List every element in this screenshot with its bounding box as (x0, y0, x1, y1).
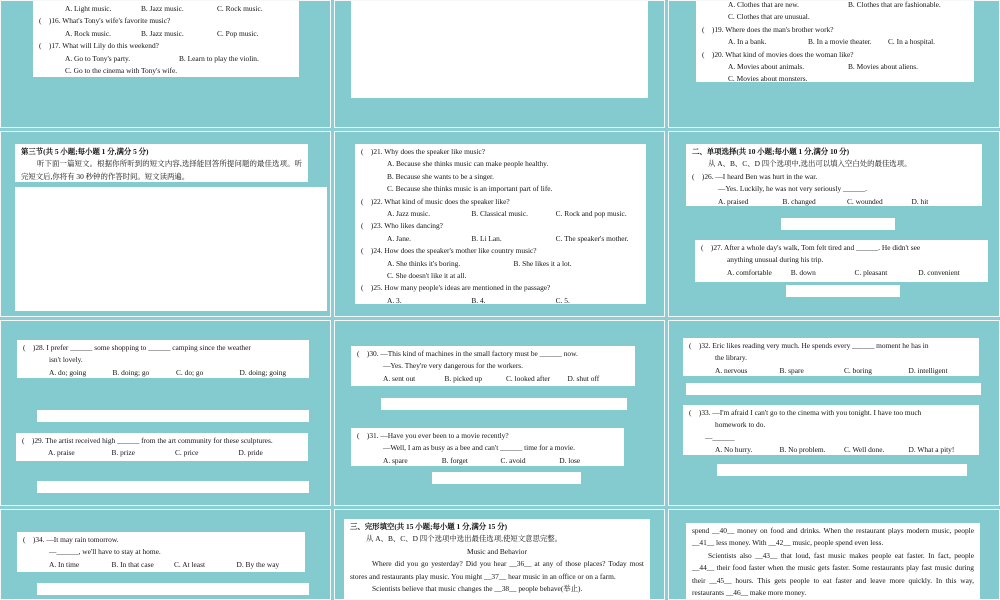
passage-paragraph-3: spend __40__ money on food and drinks. When the restaurant plays modern music, people __41__ less money. With __42__ music, people spend even less. (692, 526, 974, 548)
question-card-29 (16, 433, 308, 461)
question-card-28 (17, 340, 309, 378)
section3-heading: 第三节(共 5 小题;每小题 1 分,满分 5 分) (21, 147, 149, 156)
answer-blank-34 (37, 583, 309, 595)
q34-options: A. In time B. In that case C. At least D. By the way (49, 559, 280, 569)
q29-options: A. praise B. prize C. price D. pride (48, 448, 263, 458)
section2-intro: 从 A、B、C、D 四个选项中,选出可以填入空白处的最佳选项。 (708, 159, 912, 169)
answer-blank-27 (786, 285, 900, 297)
question-card-19-20 (696, 1, 974, 82)
question-card-30 (351, 346, 635, 386)
q24-option-c: C. She doesn't like it at all. (387, 271, 467, 281)
answer-blank-28 (37, 410, 309, 422)
q24-options-ab: A. She thinks it's boring. B. She likes it a lot. (387, 258, 572, 268)
q26-answer-line: —Yes. Luckily, he was not very seriously ______. (718, 184, 868, 194)
slide-listening-16-17 (0, 0, 331, 128)
blank-card (351, 1, 648, 98)
section3-cloze-heading: 三、完形填空(共 15 小题;每小题 1 分,满分 15 分) (350, 522, 508, 531)
question-34: ( )34. —It may rain tomorrow. (23, 535, 119, 544)
answer-blank-31 (432, 472, 581, 484)
question-20: ( )20. What kind of movies does the woman like? (702, 49, 854, 59)
question-33: ( )33. —I'm afraid I can't go to the cinema with you tonight. I have too much (689, 408, 922, 417)
question-28: ( )28. I prefer ______ some shopping to ______ camping since the weather (23, 343, 251, 352)
q20-option-c: C. Movies about monsters. (728, 74, 808, 82)
section3-instructions (15, 144, 308, 182)
q21-option-a: A. Because she thinks music can make people healthy. (387, 159, 549, 169)
question-22: ( )22. What kind of music does the speaker like? (361, 196, 510, 206)
answer-blank-29 (37, 481, 309, 493)
answer-blank-33 (717, 464, 967, 476)
slide-section3-intro (0, 131, 331, 317)
q18-options-ab: A. Clothes that are new. B. Clothes that are fashionable. (728, 1, 941, 9)
q31-answer-line: —Well, I am as busy as a bee and can't ______ time for a movie. (383, 443, 576, 453)
cloze-intro: 从 A、B、C、D 四个选项中选出最佳选项,使短文意思完整。 (366, 534, 563, 544)
slide-choice-34 (0, 509, 331, 600)
q27-continuation: anything unusual during his trip. (727, 255, 824, 265)
q17-options-ab: A. Go to Tony's party. B. Learn to play the violin. (65, 53, 259, 63)
slide-cloze-intro (334, 509, 665, 600)
answer-blank-30 (381, 398, 627, 410)
q32-options: A. nervous B. spare C. boring D. intelligent (715, 365, 948, 375)
question-30: ( )30. —This kind of machines in the small factory must be ______ now. (357, 349, 578, 358)
passage-paragraph-2: Scientists believe that music changes the __38__ people behave(举止). (372, 584, 583, 594)
q33-continuation: homework to do. (715, 420, 766, 430)
q34-answer-line: —______, we'll have to stay at home. (49, 547, 161, 557)
slide-listening-19-20 (668, 0, 1000, 128)
q21-option-c: C. Because she thinks music is an important part of life. (387, 184, 553, 194)
q25-options: A. 3. B. 4. C. 5. (387, 295, 570, 304)
q16-options: A. Rock music. B. Jazz music. C. Pop music. (65, 28, 259, 38)
question-23: ( )23. Who likes dancing? (361, 221, 443, 231)
slide-blank-1 (334, 0, 665, 128)
q19-options: A. In a bank. B. In a movie theater. C. In a hospital. (728, 37, 936, 47)
question-card-32 (683, 338, 979, 376)
section2-heading: 二、单项选择(共 10 小题;每小题 1 分,满分 10 分) (692, 147, 850, 156)
question-24: ( )24. How does the speaker's mother like country music? (361, 246, 537, 256)
slide-listening-21-25 (334, 131, 665, 317)
question-31: ( )31. —Have you ever been to a movie recently? (357, 431, 509, 440)
cloze-card (344, 519, 650, 600)
question-19: ( )19. Where does the man's brother work? (702, 24, 834, 34)
q17-option-c: C. Go to the cinema with Tony's wife. (65, 66, 178, 76)
blank-card (15, 187, 327, 311)
passage-paragraph-4: Scientists also __43__ that loud, fast music makes people eat faster. In fact, people __44__ their food faster when the music gets faster. Some restaurants play fast music during their __45__ hours. This gets people to eat faster and leave more quickly. In this way, restaurants __46__ make more money. (692, 550, 974, 598)
q23-options: A. Jane. B. Li Lan. C. The speaker's mother. (387, 233, 629, 243)
question-21: ( )21. Why does the speaker like music? (361, 147, 486, 156)
question-27: ( )27. After a whole day's walk, Tom felt tired and ______. He didn't see (701, 243, 921, 252)
section2-card-26 (686, 144, 982, 206)
q28-options: A. do; going B. doing; go C. do; go D. doing; going (49, 367, 287, 377)
slide-choice-30-31 (334, 320, 665, 506)
slide-choice-26-27 (668, 131, 1000, 317)
q21-option-b: B. Because she wants to be a singer. (387, 171, 494, 181)
slide-choice-28-29 (0, 320, 331, 506)
question-17: ( )17. What will Lily do this weekend? (39, 41, 159, 51)
q27-options: A. comfortable B. down C. pleasant D. convenient (727, 267, 960, 277)
question-29: ( )29. The artist received high ______ from the art community for these sculptures. (22, 436, 273, 445)
passage-title: Music and Behavior (467, 546, 527, 556)
question-card-16-17 (33, 1, 299, 77)
question-26: ( )26. —I heard Ben was hurt in the war. (692, 171, 818, 181)
answer-blank-32 (686, 383, 981, 395)
cloze-continued-card (686, 523, 980, 600)
section3-body: 听下面一篇短文。根据你所听到的短文内容,选择能回答所提问题的最佳选项。听完短文后,你将有 30 秒钟的作答时间。短文读两遍。 (21, 159, 302, 181)
q26-options: A. praised B. changed C. wounded D. hit (718, 196, 929, 206)
question-25: ( )25. How many people's ideas are mentioned in the passage? (361, 283, 551, 293)
q22-options: A. Jazz music. B. Classical music. C. Rock and pop music. (387, 209, 627, 219)
q30-options: A. sent out B. picked up C. looked after D. shut off (383, 373, 600, 383)
question-card-31 (351, 428, 624, 466)
q33-options: A. No hurry. B. No problem. C. Well done. D. What a pity! (715, 445, 955, 455)
passage-paragraph-1: Where did you go yesterday? Did you hear __36__ at any of those places? Today most stores and restaurants play music. You might __37__ hear music in an office or on a farm. (350, 559, 644, 581)
question-32: ( )32. Eric likes reading very much. He spends every ______ moment he has in (689, 341, 929, 350)
q30-answer-line: —Yes. They're very dangerous for the workers. (383, 361, 524, 371)
slide-cloze-continued (668, 509, 1000, 600)
q15-options: A. Light music. B. Jazz music. C. Rock music. (65, 4, 263, 13)
q33-answer-line: —______ (705, 432, 735, 442)
question-card-34 (17, 532, 305, 572)
question-card-33 (683, 405, 979, 455)
question-16: ( )16. What's Tony's wife's favorite music? (39, 16, 171, 26)
answer-blank-26 (781, 218, 895, 230)
q20-options-ab: A. Movies about animals. B. Movies about aliens. (728, 62, 918, 72)
question-card-27 (695, 240, 988, 282)
q18-option-c: C. Clothes that are unusual. (728, 12, 810, 22)
question-card-21-25 (355, 144, 646, 304)
q32-continuation: the library. (715, 353, 747, 363)
q28-continuation: isn't lovely. (49, 355, 83, 365)
slide-choice-32-33 (668, 320, 1000, 506)
q31-options: A. spare B. forget C. avoid D. lose (383, 455, 581, 465)
